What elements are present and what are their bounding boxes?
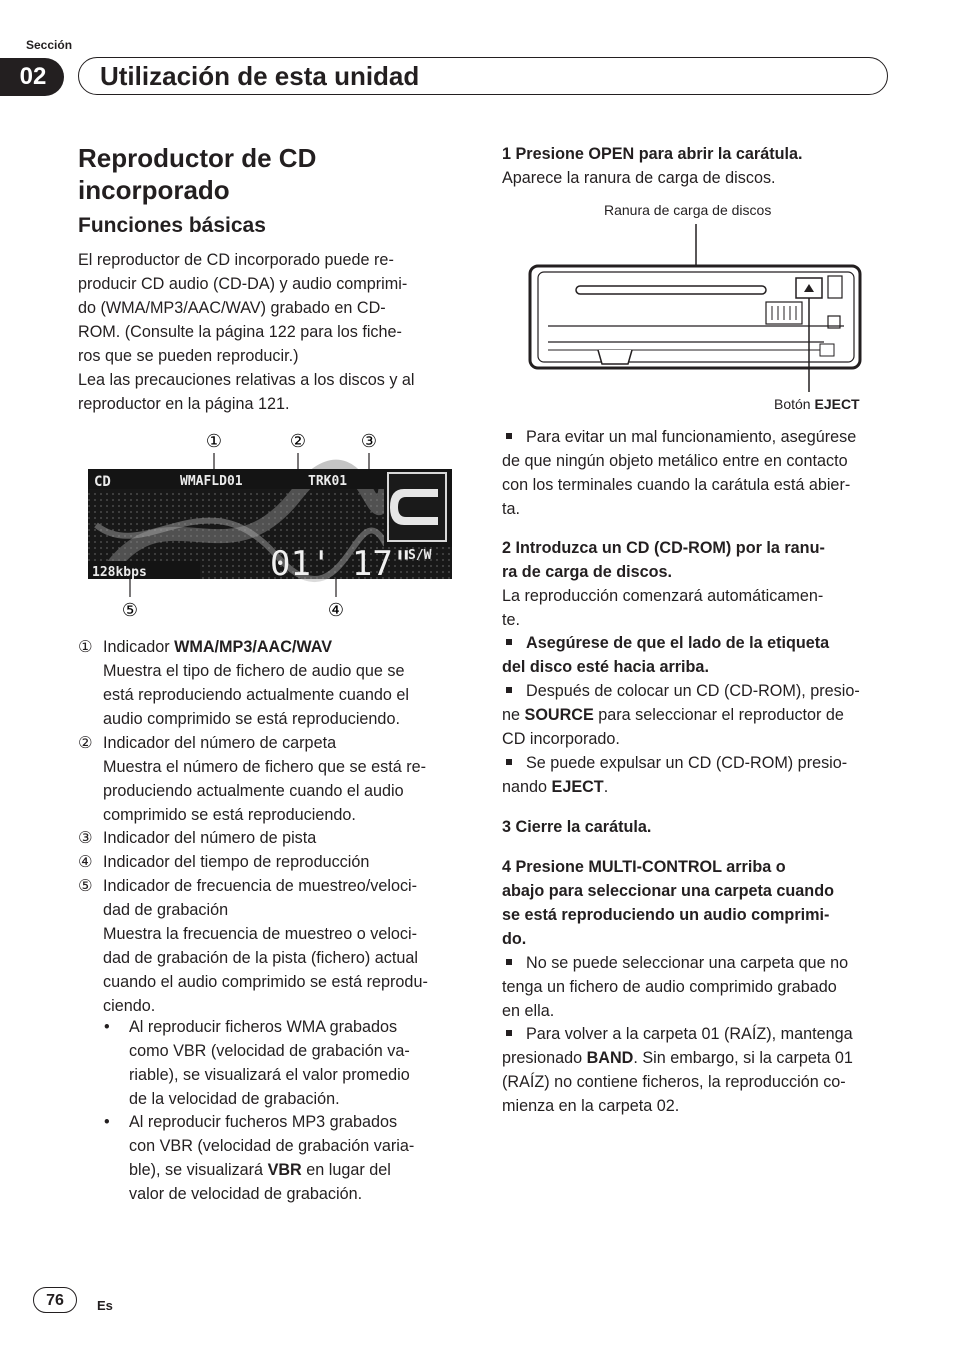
vbr-bullet-wma (104, 1015, 454, 1111)
bullet-bold: VBR (267, 1161, 302, 1179)
step-title: ra de carga de discos. (502, 563, 673, 581)
note-line: Para volver a la carpeta 01 (RAÍZ), mantenga (526, 1025, 853, 1043)
bullet-square (506, 687, 512, 693)
section-label: Sección (26, 38, 73, 52)
intro-line: ROM. (Consulte la página 122 para los fiche- (78, 323, 402, 341)
bullet-line: de la velocidad de grabación. (129, 1090, 340, 1108)
step-2 (502, 536, 902, 632)
note-line: (RAÍZ) no contiene ficheros, la reproducción co- (502, 1073, 846, 1091)
note-bold: SOURCE (524, 706, 594, 724)
note-line: del disco esté hacia arriba. (502, 658, 709, 676)
note-5 (502, 951, 902, 1023)
item-number: ④ (78, 853, 93, 871)
note-line: No se puede seleccionar una carpeta que no (526, 954, 849, 972)
item-label: Indicador del número de carpeta (103, 734, 337, 752)
item-number: ② (78, 734, 93, 752)
callout-5: ⑤ (121, 600, 139, 621)
note-1 (502, 425, 902, 521)
step-title: 1 Presione OPEN para abrir la carátula. (502, 145, 803, 163)
intro-line: Lea las precauciones relativas a los discos y al (78, 371, 415, 389)
note-text: ne (502, 706, 525, 724)
bullet-square (506, 1030, 512, 1036)
slot-label: Ranura de carga de discos (604, 202, 772, 218)
bullet-line: Al reproducir fucheros MP3 grabados (129, 1113, 398, 1131)
bullet-dot: • (104, 1113, 110, 1131)
step-title: do. (502, 930, 527, 948)
language-code: Es (97, 1298, 113, 1313)
note-4 (502, 751, 902, 799)
note-line: Para evitar un mal funcionamiento, asegúrese (526, 428, 857, 446)
bullet-square (506, 759, 512, 765)
item-desc-line: produciendo actualmente cuando el audio (103, 782, 404, 800)
note-text: . Sin embargo, si la carpeta 01 (633, 1049, 853, 1067)
bullet-line: Al reproducir ficheros WMA grabados (129, 1018, 398, 1036)
note-line: ta. (502, 500, 520, 518)
item-number: ① (78, 638, 93, 656)
item-desc-line: cuando el audio comprimido se está reprodu- (103, 973, 428, 991)
item-label: Indicador (103, 638, 175, 656)
callout-4: ④ (327, 600, 345, 621)
item-label: Indicador de frecuencia de muestreo/veloci- (103, 877, 418, 895)
note-line: en ella. (502, 1002, 555, 1020)
note-line: CD incorporado. (502, 730, 620, 748)
time-text: 01' 17" (270, 544, 414, 584)
page-heading-line1: Reproductor de CD (78, 143, 317, 173)
trk-text: TRK01 (308, 474, 348, 489)
callout-3: ③ (360, 431, 378, 452)
callout-2: ② (289, 431, 307, 452)
intro-line: El reproductor de CD incorporado puede re- (78, 251, 394, 269)
indicator-item-5 (78, 874, 463, 1018)
item-desc-line: está reproduciendo actualmente cuando el (103, 686, 409, 704)
note-line: tenga un fichero de audio comprimido grabado (502, 978, 837, 996)
note-2 (502, 631, 902, 679)
head-unit-illustration (528, 222, 864, 392)
note-line: de que ningún objeto metálico entre en contacto (502, 452, 848, 470)
item-number: ⑤ (78, 877, 93, 895)
step-4 (502, 855, 902, 951)
intro-line: reproductor en la página 121. (78, 395, 290, 413)
indicator-item-3 (78, 826, 463, 850)
step-desc: te. (502, 611, 520, 629)
note-line: Se puede expulsar un CD (CD-ROM) presio- (526, 754, 848, 772)
item-desc-line: ciendo. (103, 997, 156, 1015)
eject-label (774, 396, 860, 412)
bullet-square (506, 433, 512, 439)
sw-text: S/W (408, 548, 432, 563)
step-desc: La reproducción comenzará automáticamen- (502, 587, 824, 605)
step-title: 2 Introduzca un CD (CD-ROM) por la ranu- (502, 539, 825, 557)
step-title: se está reproduciendo un audio comprimi- (502, 906, 830, 924)
bullet-line: valor de velocidad de grabación. (129, 1185, 363, 1203)
item-label: Indicador del tiempo de reproducción (103, 853, 370, 871)
intro-line: do (WMA/MP3/AAC/WAV) grabado en CD- (78, 299, 386, 317)
note-text: nando (502, 778, 552, 796)
step-3: 3 Cierre la carátula. (502, 818, 652, 836)
note-bold: EJECT (551, 778, 604, 796)
page-number: 76 (33, 1287, 77, 1313)
note-bold: BAND (586, 1049, 634, 1067)
note-6 (502, 1022, 902, 1118)
note-3 (502, 679, 902, 751)
subheading: Funciones básicas (78, 214, 266, 237)
section-number-badge: 02 (0, 58, 64, 96)
step-1 (502, 142, 902, 190)
callout-1: ① (205, 431, 223, 452)
section-title: Utilización de esta unidad (100, 61, 420, 91)
item-label: dad de grabación (103, 901, 229, 919)
display-illustration (86, 425, 456, 625)
note-text: presionado (502, 1049, 587, 1067)
bullet-square (506, 639, 512, 645)
item-label: Indicador del número de pista (103, 829, 317, 847)
cd-label: CD (94, 474, 111, 490)
bullet-line: como VBR (velocidad de grabación va- (129, 1042, 410, 1060)
bitrate-text: 128kbps (92, 565, 147, 580)
intro-paragraph (78, 248, 468, 416)
item-desc-line: audio comprimido se está reproduciendo. (103, 710, 400, 728)
note-line: mienza en la carpeta 02. (502, 1097, 680, 1115)
note-line: Asegúrese de que el lado de la etiqueta (526, 634, 830, 652)
indicator-item-1 (78, 635, 463, 731)
bullet-line: riable), se visualizará el valor promedio (129, 1066, 410, 1084)
item-desc-line: Muestra el tipo de fichero de audio que se (103, 662, 405, 680)
item-desc-line: comprimido se está reproduciendo. (103, 806, 356, 824)
bullet-square (506, 959, 512, 965)
step-desc: Aparece la ranura de carga de discos. (502, 169, 776, 187)
note-line: con los terminales cuando la carátula está abier- (502, 476, 851, 494)
bullet-text: ble), se visualizará (129, 1161, 268, 1179)
step-title: 4 Presione MULTI-CONTROL arriba o (502, 858, 786, 876)
bullet-text: en lugar del (301, 1161, 391, 1179)
step-title: abajo para seleccionar una carpeta cuando (502, 882, 834, 900)
item-desc-line: dad de grabación de la pista (fichero) actual (103, 949, 418, 967)
intro-line: producir CD audio (CD-DA) y audio comprimi- (78, 275, 408, 293)
note-text: . (603, 778, 609, 796)
item-desc-line: Muestra el número de fichero que se está re- (103, 758, 427, 776)
intro-line: ros que se pueden reproducir.) (78, 347, 299, 365)
indicator-item-2 (78, 731, 463, 827)
note-text: para seleccionar el reproductor de (593, 706, 844, 724)
page-heading-line2: incorporado (78, 175, 230, 205)
vbr-bullet-mp3 (104, 1110, 454, 1206)
item-number: ③ (78, 829, 93, 847)
eject-label-prefix: Botón (774, 396, 815, 412)
eject-label-bold: EJECT (814, 396, 860, 412)
bullet-line: con VBR (velocidad de grabación varia- (129, 1137, 415, 1155)
item-label-bold: WMA/MP3/AAC/WAV (174, 638, 333, 656)
note-line: Después de colocar un CD (CD-ROM), presio- (526, 682, 860, 700)
item-desc-line: Muestra la frecuencia de muestreo o veloci- (103, 925, 418, 943)
indicator-item-4 (78, 850, 463, 874)
wma-fld-text: WMAFLD01 (180, 474, 243, 489)
bullet-dot: • (104, 1018, 110, 1036)
